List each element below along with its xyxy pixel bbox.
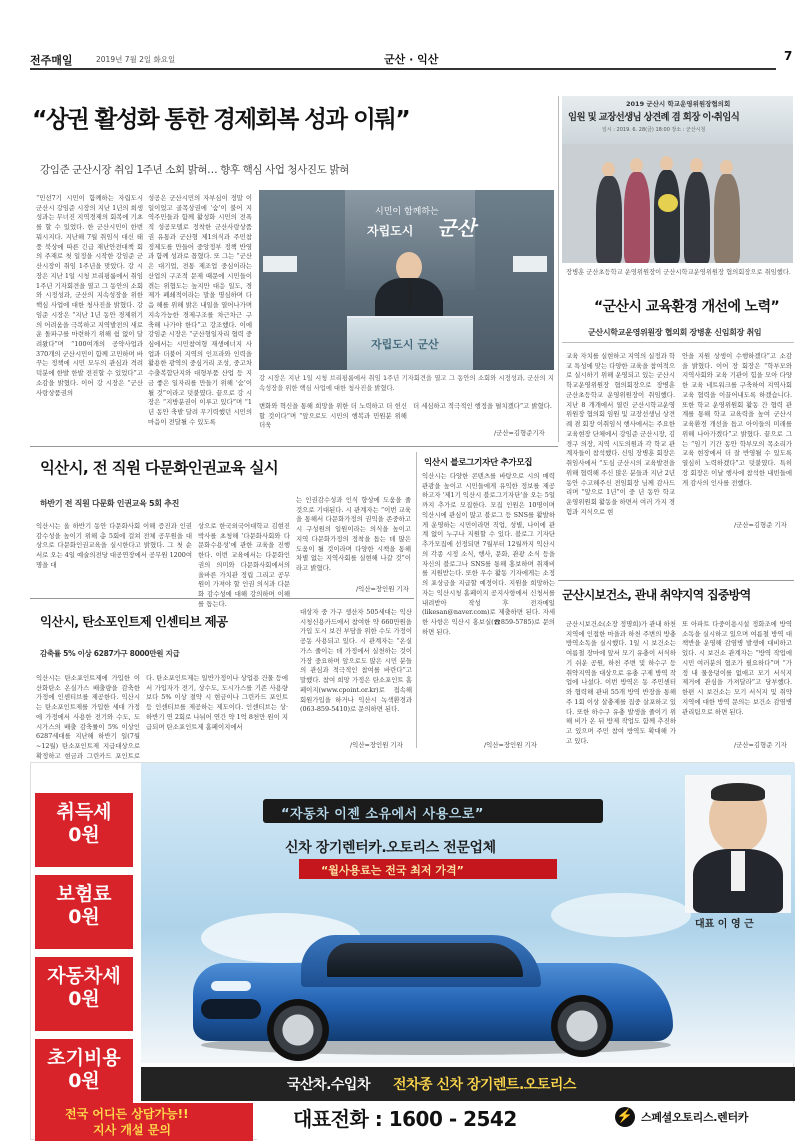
rep-shirt bbox=[731, 851, 745, 891]
iksan2-rule bbox=[30, 598, 414, 599]
health-rule bbox=[558, 580, 794, 581]
health-col-1: 군산시보건소(소장 정명희)가 관내 하천지역에 인접한 마을과 하천 주변의 방충방역소독을 실시했다. 1일 시 보건소는 여름철 장마에 앞서 모기 유충이 서식하기 쉬운 공원, 하천 주변 및 하수구 등 취약지역을 대상으로 유충 구제 방역 작업에 나섰다. 이번 방역은 동 주민센터와 협력해 관내 55개 방역 반장을 통해 주 1회 이상 살충제를 집중 살포하고 있다. 또한 하수구 유충 발생을 줄이기 위해 비가 온 뒤 방제 작업도 함께 추진하고 있으며 주민 참여 방역도 확대해 가고 있다. bbox=[566, 620, 676, 745]
car-grille bbox=[201, 999, 261, 1019]
event-banner-sub: 2019 군산시 학교운영위원장협의회 bbox=[626, 100, 731, 108]
iksan1-col-1: 익산시는 올 하반기 동안 다문화사회 이해 증진과 인권감수성을 높이기 위해 총 5회에 걸쳐 전체 공무원을 대상으로 다문화인권교육을 실시한다고 밝혔다. 그 첫 순서로 오는 4일 예술의전당 대공연장에서 공무원 1200여명을 대 bbox=[36, 522, 192, 569]
ad-company: 스페셜오토리스.렌터카 bbox=[641, 1111, 749, 1124]
blog-byline: /익산=장인원 기자 bbox=[484, 741, 537, 749]
ad-phone: 대표전화 : 1600 - 2542 bbox=[293, 1107, 517, 1131]
iksan2-headline: 익산시, 탄소포인트제 인센티브 제공 bbox=[40, 614, 228, 629]
ad-subtitle: “월사용료는 전국 최저 가격” bbox=[321, 864, 464, 877]
ad-brand-line-2: 전차종 신차 장기렌트.오토리스 bbox=[393, 1077, 576, 1093]
lead-photo-caption: 강 시장은 지난 1일 시청 브리핑룸에서 취임 1주년 기자회견을 열고 그 동안의 소회와 시정성과, 군산의 지속성장을 위한 핵심 사업에 대한 청사진을 밝혔다. bbox=[259, 375, 554, 392]
iksan1-col-3: 는 인권감수성과 인식 향상에 도움을 줄 것으로 기대된다. 시 관계자는 “이번 교육을 통해서 다문화가정의 권익을 존중하고 시 구성원의 일원이라는 의식을 높이고 지역 다문화가정의 정착을 돕는 데 많은 도움이 될 것이라며 다양한 시책을 통해 차별 없는 지역사회를 실현해 나갈 것”이라고 밝혔다. bbox=[296, 496, 411, 573]
car-headlight bbox=[211, 981, 251, 991]
guest-head-3 bbox=[660, 156, 673, 171]
iksan1-col-2: 상으로 한국외국어대학교 김현진 박사를 초청해 '다문화사회와 다문화수용성'에 관한 교육을 진행한다. 이번 교육에서는 다문화인권의 의미와 다문화사회에서의 올바른 가치관 정립 그리고 공무원이 가져야 할 인권 의식과 다문화 감수성에 대해 강의하며 이해를 돕는다. bbox=[198, 522, 290, 608]
guest-body-2 bbox=[624, 172, 650, 263]
event-photo bbox=[562, 96, 793, 263]
lead-photo bbox=[259, 190, 554, 370]
banner-line-1: 시민이 함께하는 bbox=[375, 207, 439, 217]
guest-head-5 bbox=[720, 160, 733, 175]
lead-byline: /군산=김형준기자 bbox=[494, 429, 545, 437]
center-divider bbox=[558, 96, 559, 442]
lead-headline: “상권 활성화 통한 경제회복 성과 이뤄” bbox=[32, 105, 410, 133]
masthead-paper: 전주매일 bbox=[30, 54, 73, 67]
masthead-date: 2019년 7월 2일 화요일 bbox=[96, 55, 176, 64]
blog-body: 익산시는 다양한 콘텐츠를 바탕으로 시의 매력 관광을 높이고 시민들에게 유익한 정보를 제공하고자 '제1기 익산시 블로그기자단'을 오는 5일까지 추가로 모집한다. 모집 인원은 10명이며 익산시에 관심이 많고 블로그 등 SNS를 활발하게 운영하는 시민이라면 직업, 성별, 나이에 관계 없이 누구나 지원할 수 있다. 블로그 기자단 추가모집에 선정되면 7월부터 12월까지 익산시의 각종 시정 소식, 행사, 문화, 관광 소식 등을 자신의 블로그나 SNS를 통해 홍보하며 취재비를 지원받는다. 또한 우수 활동 기자에게는 소정의 포상금을 지급할 예정이다. 지원을 희망하는 자는 익산시청 홈페이지 공지사항에서 신청서를 내려받아 작성 후 전자메일(likesan@naver.com)로 제출하면 된다. 자세한 사항은 익산시 홍보실(☎859-5785)로 문의하면 된다. bbox=[422, 472, 555, 636]
ad-consult-1: 전국 어디든 상담가능!! bbox=[65, 1107, 189, 1121]
guest-head-1 bbox=[602, 162, 615, 177]
ad-brand-line-1: 국산차.수입차 bbox=[287, 1077, 370, 1093]
lead-col-3: 변화와 혁신을 통해 희망을 위한 더 노력하고 더 헌신할 것이다”며 “앞으로도 시민의 행복과 민원분 위해 더욱 bbox=[259, 402, 407, 430]
guest-head-4 bbox=[690, 158, 703, 173]
edu-subhead: 군산시학교운영위원장 협의회 장병훈 신임회장 취임 bbox=[588, 328, 762, 337]
iksan2-col-2: 다. 탄소포인트제는 일반가정이나 상업용 건물 등에서 가입자가 전기, 상수도, 도시가스를 기존 사용량보다 5% 이상 절약 시 현금이나 그린카드 포인트 등 인센티브를 제공하는 제도이다. 인센티브는 상·하반기 연 2회로 나뉘어 연간 약 1억 8천만 원이 지급되며 탄소포인트제 홈페이지에서 bbox=[146, 674, 288, 731]
iksan2-col-3: 대상자 중 가구 생산자 505세대는 익산시청신용카드에서 참여한 약 660만원을 가입 도시 보건 부담을 위한 수도 가정이 공동 사용되고 있다. 시 관계자는 “온실가스 줄이는 데 가정에서 실천하는 것이 가장 중요하며 앞으로도 많은 시민 분들의 관심과 적극적인 참여를 바란다”고 말했다. 참여 희망 가정은 탄소포인트 홈페이지(www.cpoint.or.kr)로 접속해 회원가입을 하거나 익산시 녹색환경과(063-859-5410)로 문의하면 된다. bbox=[300, 608, 412, 714]
car-wheel-front bbox=[267, 999, 329, 1061]
flower-bouquet bbox=[658, 194, 678, 212]
health-byline: /군산=김형준 기자 bbox=[734, 741, 787, 749]
nameplate-left bbox=[263, 256, 297, 272]
blog-divider bbox=[416, 452, 417, 748]
ad-slogan: “자동차 이젠 소유에서 사용으로” bbox=[281, 807, 484, 822]
ad-frame bbox=[30, 762, 794, 1140]
lead-col-1: “민선7기 시민이 함께하는 자립도시 군산시 강임준 시장의 지난 1년의 희생 성과는 무너진 지역경제의 회복에 기초를 할 수 있었다. 한 군산시민이 한번 뭐시지다. 지난해 7월 취임식 대신 태풍 북상에 따른 긴급 재난안전대책 회의 주재로 첫 일정을 시작한 강임준 군산시장이 취임 1주년을 맞았다. 강 시장은 지난 1일 시청 브리핑룸에서 취임 1주년 기자회견을 열고 그 동안의 소회와 시정성과, 군산의 지속성장을 위한 핵심 사업에 대한 청사진을 밝혔다. 강임준 시장은 “지난 1년 동안 경제위기의 어려움을 극복하고 지역발전의 새로운 돌파구를 마련하기 위해 쉼 없이 달려왔다”며 “100여개의 공약사업과 370개의 군산시민이 함께 고민하며 바꾸는 정책에 시민 모두의 관심과 격려 덕분에 한발 한발 전진할 수 있었다”고 소감을 밝혔다. 이어 강 시장은 “군산사랑상품권의 bbox=[36, 194, 143, 397]
ad-tag-1: 취득세 0원 bbox=[35, 793, 133, 867]
iksan2-col-1: 익산시는 탄소포인트제에 가입한 이산화탄소 온실가스 배출량을 감축한 가정에 인센티브를 제공한다. 익산시는 탄소포인트제를 가입한 세대 가정에 가정에서 사용한 전기와 수도, 도시가스의 배출 감축률이 5% 이상인 6287세대를 지난해 하반기 일(7월~12월) 탄소포인트제 지급대상으로 확정하고 현금과 그린카드 포인트로 bbox=[36, 674, 140, 760]
ad-consult-2: 지사 개설 문의 bbox=[93, 1123, 171, 1137]
edu-col-2: 안을 지원 상생이 수행하겠다”고 소감을 밝혔다. 이어 장 회장은 “학부모와 지역사회와 교육 기관이 힘을 모아 다양한 교육 네트워크를 구축하여 지역사회 교육 협력을 이끌어내도록 하겠습니다. 또한 학교 운영위원회 활동 간 협력 관계를 통해 학교 교육력을 높여 군산시 교육환경 개선을 돕고 아이들의 미래를 위해 나아가겠다”고 밝혔다. 끝으로 그는 “임기 기간 동안 학부모의 목소리가 교육 현장에서 더 잘 반영될 수 있도록 열심히 노력하겠다”고 덧붙였다. 특히 장 회장은 이날 행사에 참석한 내빈들에게 감사의 인사를 전했다. bbox=[682, 352, 792, 487]
guest-body-5 bbox=[714, 174, 740, 263]
ad-title: 신차 장기렌터카.오토리스 전문업체 bbox=[285, 840, 496, 856]
rep-name: 대표 이 영 근 bbox=[695, 919, 754, 930]
iksan1-byline: /익산=장인원 기자 bbox=[356, 585, 409, 593]
guest-body-4 bbox=[684, 172, 710, 263]
iksan1-headline: 익산시, 전 직원 다문화인권교육 실시 bbox=[40, 459, 279, 477]
section-label: 군산 · 익산 bbox=[384, 53, 439, 66]
iksan2-byline: /익산=장인원 기자 bbox=[350, 741, 403, 749]
ad-tag-2: 보험료 0원 bbox=[35, 875, 133, 949]
iksan2-subhead: 감축률 5% 이상 6287가구 8000만원 지급 bbox=[40, 649, 180, 658]
mid-rule bbox=[30, 446, 558, 447]
lead-col-2: 성공은 군산시민의 자부심이 정말 이 일이었고 골목상권에 ‘숨’이 불어 지역주민들과 함께 활성화 시민의 전폭적 성공모델로 정착한 군산사랑상품권 유통과 군산형 제1의식과 주민참정제도를 만들어 중앙정부 정책 반영과 함께 성과로 꼽혔다. 또 그는 “군산은 대기업, 전통 제조업 중심이라는 산업의 구조적 문제 때문에 시민들이 겪는 위협도는 높지만 대응 일도, 경제가 폐쇄적이라는 말을 명심하며 다음 해를 위해 밝은 내일을 열어나가며 지속가능한 경제구조를 차근차근 구축해 나가야 한다”고 강조했다. 이에 강임준 시장은 “군산형일자리 협력 중심에서는 시민참여형 재생에너지 사업과 더불어 지역의 인프라와 인력을 활용한 광역의 중심거리 조성, 중고차 수출복합단지와 대형부품 산업 등 지금 좋은 일자리를 만들기 위해 ‘숨’이 될 것”이라고 덧붙였다. 끝으로 강 시장은 “지방분권이 이루고 있다”며 “1년 동안 축발 달려 무기력했던 시민의 마음이 전달될 수 있도록 bbox=[148, 194, 252, 426]
guest-body-3 bbox=[654, 170, 680, 263]
event-photo-caption: 장병훈 군산초등학교 운영위원장이 군산시학교운영위원장 협의회장으로 취임했다. bbox=[566, 269, 791, 276]
ad-tag-4: 초기비용 0원 bbox=[35, 1039, 133, 1113]
iksan1-subhead: 하반기 전 직원 다문화 인권교육 5회 추진 bbox=[40, 499, 180, 508]
ad-tag-3: 자동차세 0원 bbox=[35, 957, 133, 1031]
microphone bbox=[409, 282, 411, 308]
banner-line-2: 자립도시 bbox=[367, 224, 414, 238]
podium-text: 자립도시 군산 bbox=[371, 338, 439, 351]
page-number: 7 bbox=[784, 49, 793, 63]
rep-portrait bbox=[685, 775, 791, 913]
guest-head-2 bbox=[630, 158, 643, 173]
rep-hair bbox=[711, 783, 765, 801]
edu-col-1: 교육 자치를 실현하고 지역의 실정과 학교 특성에 맞는 다양한 교육을 참여적으로 실시하기 위해 운영되고 있는 군산시학교운영위원장 협의회장으로 장병훈 군산초등학교 운영위원장이 취임했다. 지난 8 개개에서 열린 군산시학교운영위원장 협의회 임원 및 교장선생님 상견례 겸 회장 이취임식 행사에서는 주요한 교육현장 단체에서 강임준 군산시장, 김경구 의장, 지역 시도의원과 각 학교 관계자들이 참석했다. 신임 장병훈 회장은 취임사에서 “도심 군산시의 교육발전을 위해 협력해 주신 많은 분들과 지난 2년 동안 수고해주신 전임회장 님께 감사드리며 “앞으로 1년”이 중 년 동안 학교 운영위원회 활동을 하면서 여러 가지 경험과 지식으로 현 bbox=[566, 352, 675, 516]
banner-logo: 군산 bbox=[437, 216, 476, 240]
blog-headline: 익산시 블로그기자단 추가모집 bbox=[424, 458, 533, 468]
nameplate-right bbox=[513, 256, 547, 272]
edu-rule bbox=[562, 342, 794, 343]
edu-byline: /군산=김형준 기자 bbox=[734, 521, 787, 529]
lead-subhead: 강임준 군산시장 취임 1주년 소회 밝혀… 향후 핵심 사업 청사진도 밝혀 bbox=[40, 164, 349, 176]
health-col-2: 또 아파트 다중이용시설 정화조에 방역 소독을 실시하고 있으며 여름철 방역 대책반을 운영해 감염병 발생에 대비하고 있다. 시 보건소 관계자는 “방역 작업에 시민 여러분의 협조가 필요하다”며 “가정 내 물웅덩이를 없애고 모기 서식지 제거에 관심을 가져달라”고 당부했다. 한편 시 보건소는 모기 서식지 및 취약지역에 대한 방역 문의는 보건소 감염병관리팀으로 하면 된다. bbox=[682, 620, 792, 716]
ad-cloud-2 bbox=[551, 893, 691, 937]
car-windows bbox=[327, 943, 523, 977]
car-wheel-rear bbox=[551, 995, 613, 1057]
header-rule bbox=[30, 68, 776, 70]
edu-headline: “군산시 교육환경 개선에 노력” bbox=[594, 299, 780, 315]
lightning-logo-icon: ⚡ bbox=[615, 1107, 635, 1127]
lead-col-4: 더 세심하고 적극적인 행정을 펼치겠다”고 밝혔다. bbox=[413, 402, 552, 410]
health-headline: 군산시보건소, 관내 취약지역 집중방역 bbox=[562, 588, 751, 602]
event-banner-main: 임원 및 교장선생님 상견례 겸 회장 이·취임식 bbox=[568, 112, 740, 123]
guest-body-1 bbox=[596, 176, 622, 263]
event-banner-info: 일시 : 2019. 6. 28(금) 18:00 장소 : 군산시청 bbox=[602, 127, 706, 133]
